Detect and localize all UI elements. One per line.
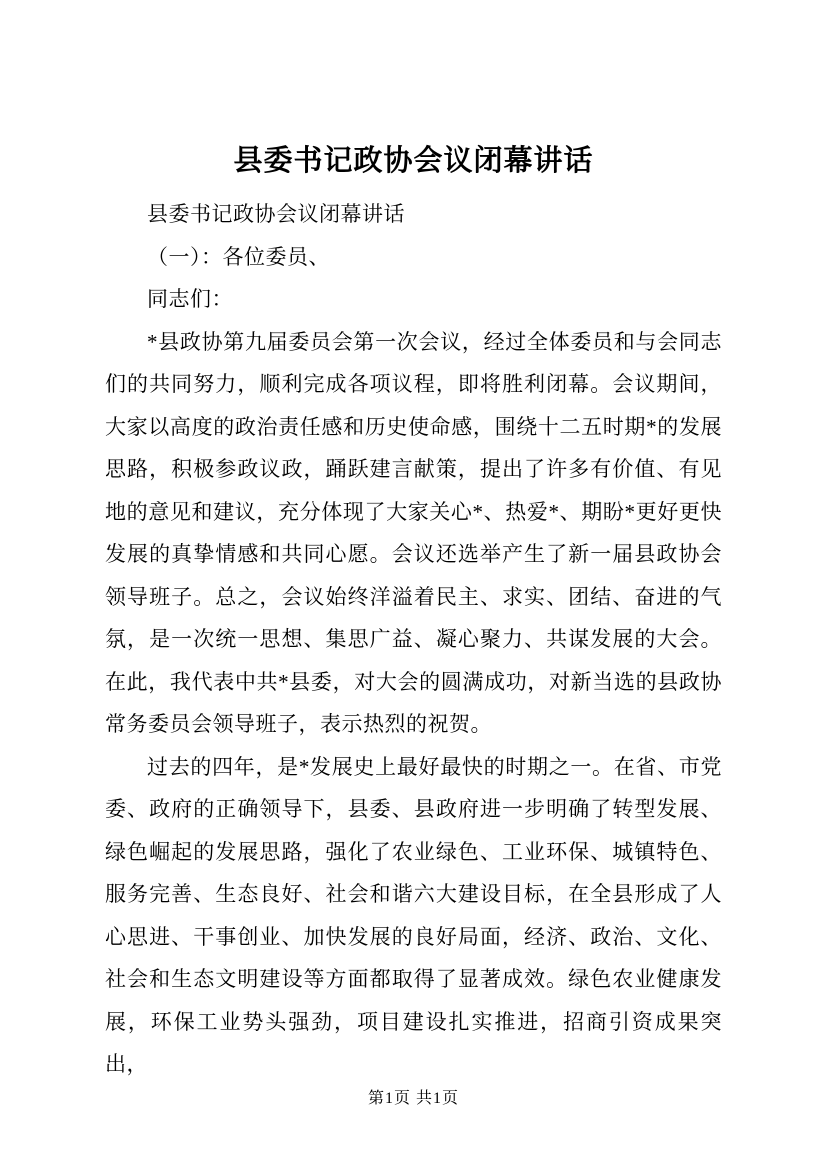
document-title: 县委书记政协会议闭幕讲话 xyxy=(233,145,594,177)
paragraph: 县委书记政协会议闭幕讲话 xyxy=(147,202,405,226)
paragraph: 同志们： xyxy=(147,287,233,311)
document-body xyxy=(105,193,722,1086)
paragraph: *县政协第九届委员会第一次会议，经过全体委员和与会同志们的共同努力，顺利完成各项议程，即将胜利闭幕。会议期间，大家以高度的政治责任感和历史使命感，围绕十二五时期*的发展思路，积极参政议政，踊跃建言献策，提出了许多有价值、有见地的意见和建议，充分体现了大家关心*、热爱*、期盼*更好更快发展的真挚情感和共同心愿。会议还选举产生了新一届县政协会领导班子。总之，会议始终洋溢着民主、求实、团结、奋进的气氛，是一次统一思想、集思广益、凝心聚力、共谋发展的大会。在此，我代表中共*县委，对大会的圆满成功，对新当选的县政协常务委员会领导班子，表示热烈的祝贺。 xyxy=(105,329,722,736)
paragraph: 过去的四年，是*发展史上最好最快的时期之一。在省、市党委、政府的正确领导下，县委、县政府进一步明确了转型发展、绿色崛起的发展思路，强化了农业绿色、工业环保、城镇特色、服务完善、生态良好、社会和谐六大建设目标，在全县形成了人心思进、干事创业、加快发展的良好局面，经济、政治、文化、社会和生态文明建设等方面都取得了显著成效。绿色农业健康发展，环保工业势头强劲，项目建设扎实推进，招商引资成果突出， xyxy=(105,754,722,1076)
page-footer: 第1页 共1页 xyxy=(367,1090,459,1107)
paragraph: （一）：各位委员、 xyxy=(147,244,330,269)
